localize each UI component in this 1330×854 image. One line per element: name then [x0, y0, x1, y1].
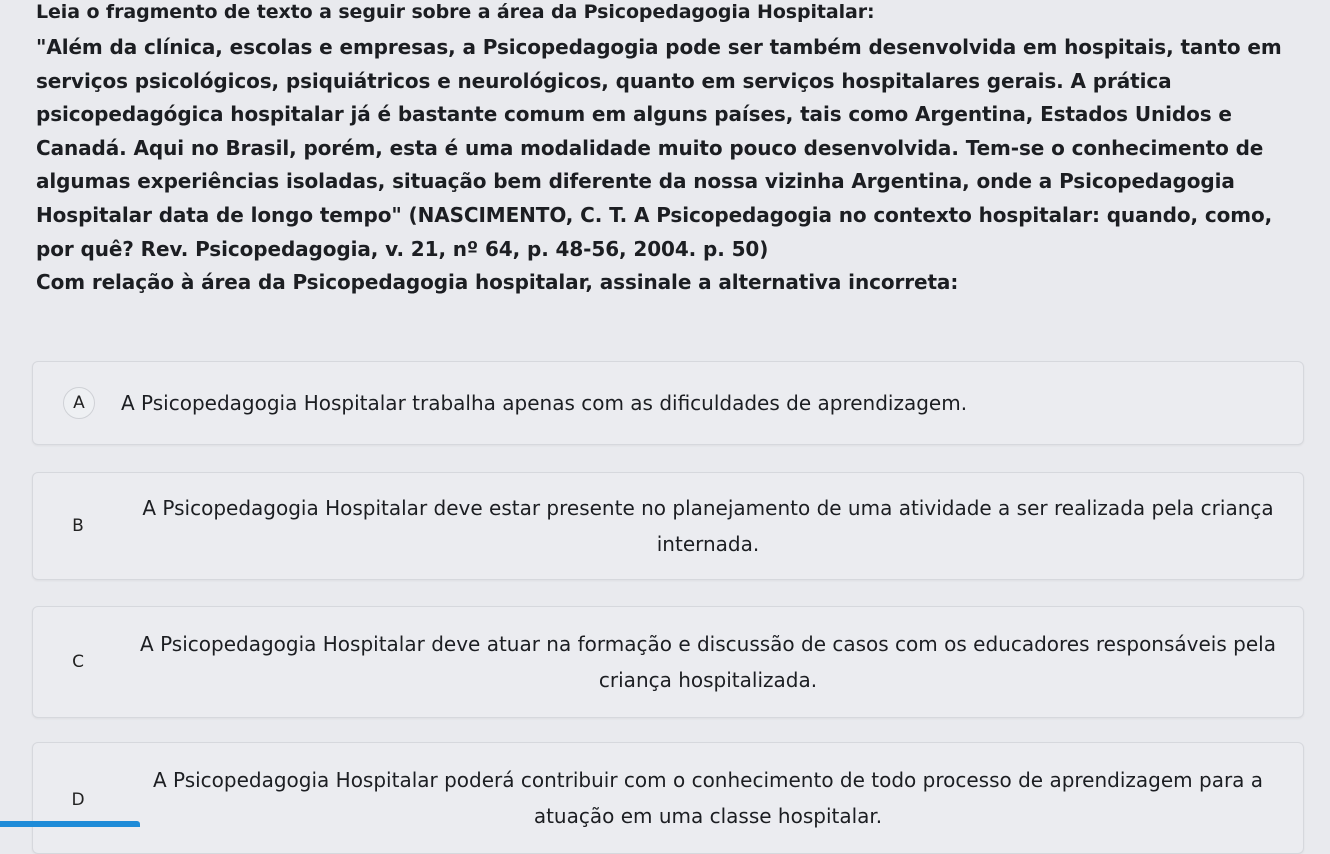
option-b-text: A Psicopedagogia Hospitalar deve estar presente no planejamento de uma atividade a ser realizada pela criança internada. [142, 496, 1274, 556]
option-d[interactable] [32, 742, 1304, 854]
question-prompt: Com relação à área da Psicopedagogia hospitalar, assinale a alternativa incorreta: [36, 270, 959, 295]
option-c-text: A Psicopedagogia Hospitalar deve atuar na formação e discussão de casos com os educadores responsáveis pela criança hospitalizada. [140, 632, 1276, 692]
question-block [36, 1, 1306, 314]
option-b-letter: B [72, 516, 84, 536]
option-d-letter: D [71, 790, 85, 810]
option-a[interactable] [32, 361, 1304, 445]
option-c-letter: C [72, 652, 84, 672]
question-quote: "Além da clínica, escolas e empresas, a Psicopedagogia pode ser também desenvolvida em hospitais, tanto em serviços psicológicos, psiquiátricos e neurológicos, quanto em serviços hospitalares gerais. A prática psicopedagógica hospitalar já é bastante comum em alguns países, tais como Argentina, Estados Unidos e Canadá. Aqui no Brasil, porém, esta é uma modalidade muito pouco desenvolvida. Tem-se o conhecimento de algumas experiências isoladas, situação bem diferente da nossa vizinha Argentina, onde a Psicopedagogia Hospitalar data de longo tempo" (NASCIMENTO, C. T. A Psicopedagogia no contexto hospitalar: quando, como, por quê? Rev. Psicopedagogia, v. 21, nº 64, p. 48-56, 2004. p. 50) [36, 35, 1282, 261]
option-a-letter: A [63, 387, 95, 419]
option-c[interactable] [32, 606, 1304, 718]
option-a-text: A Psicopedagogia Hospitalar trabalha apenas com as dificuldades de aprendizagem. [121, 391, 968, 415]
option-b[interactable] [32, 472, 1304, 580]
option-d-text: A Psicopedagogia Hospitalar poderá contribuir com o conhecimento de todo processo de aprendizagem para a atuação em uma classe hospitalar. [152, 768, 1264, 828]
progress-bar [0, 821, 140, 827]
question-lead: Leia o fragmento de texto a seguir sobre a área da Psicopedagogia Hospitalar: [36, 1, 875, 23]
